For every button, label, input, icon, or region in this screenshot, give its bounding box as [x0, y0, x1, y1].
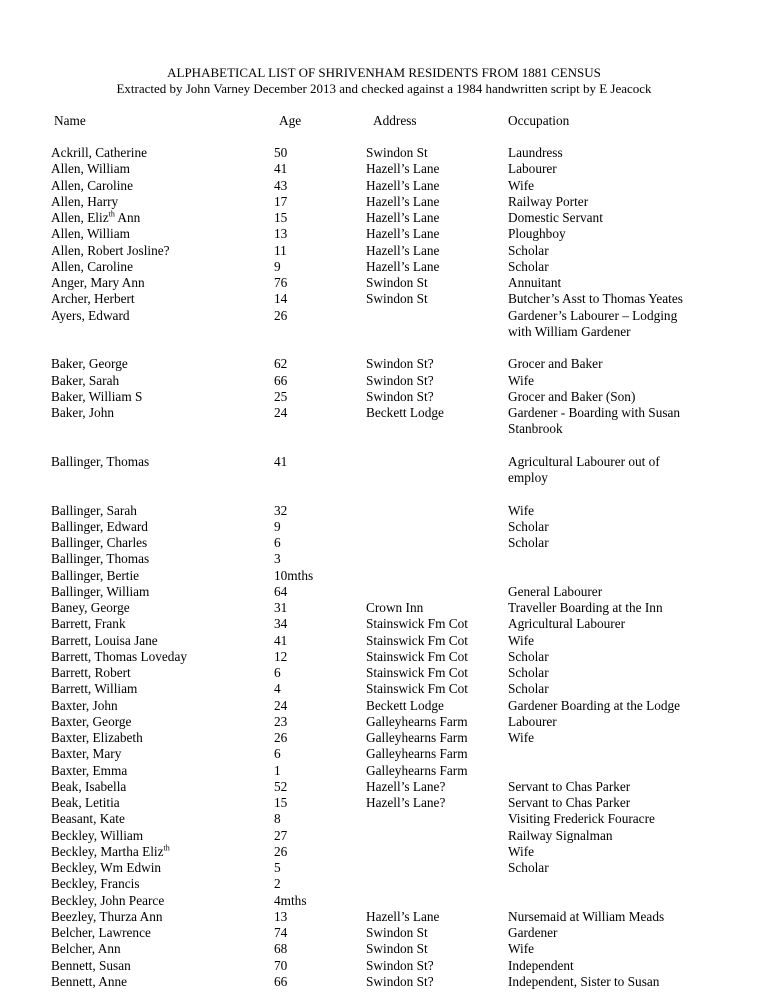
- resident-address: Galleyhearns Farm: [366, 762, 468, 778]
- resident-age: 9: [274, 518, 281, 534]
- resident-occupation: Agricultural Labourer out of: [508, 453, 660, 469]
- resident-name: [51, 551, 149, 567]
- resident-name-text: Ballinger, Sarah: [51, 502, 137, 518]
- resident-address: Stainswick Fm Cot: [366, 681, 468, 697]
- resident-address: Hazell’s Lane: [366, 161, 440, 177]
- resident-occupation: Wife: [508, 632, 535, 648]
- resident-name-text: Baker, Sarah: [51, 372, 120, 388]
- resident-name: [51, 503, 137, 519]
- resident-occupation: Scholar: [508, 535, 549, 550]
- resident-occupation: Traveller Boarding at the Inn: [508, 600, 663, 615]
- resident-occupation: Wife: [508, 843, 535, 859]
- resident-address: Hazell’s Lane: [366, 226, 440, 242]
- resident-occupation: Domestic Servant: [508, 210, 603, 225]
- document-title: ALPHABETICAL LIST OF SHRIVENHAM RESIDENTS FROM 1881 CENSUS: [167, 65, 601, 80]
- resident-name-text: Ballinger, Thomas: [51, 551, 150, 567]
- resident-age: 13: [274, 226, 288, 242]
- resident-age: 24: [274, 405, 288, 420]
- resident-name: [51, 568, 139, 584]
- resident-occupation: Railway Porter: [508, 193, 589, 209]
- resident-age: 32: [274, 502, 288, 518]
- resident-occupation: Laundress: [508, 145, 563, 160]
- resident-name-text: Allen, Robert Josline?: [51, 242, 170, 258]
- resident-address: Hazell’s Lane?: [366, 778, 446, 794]
- resident-name: [51, 616, 126, 632]
- resident-age: 17: [274, 193, 288, 209]
- resident-age: 26: [274, 843, 288, 859]
- resident-age: 4: [274, 681, 281, 697]
- resident-name: [51, 226, 130, 242]
- resident-age: 9: [274, 258, 281, 274]
- resident-name: [51, 373, 119, 389]
- resident-occupation: Butcher’s Asst to Thomas Yeates: [508, 291, 683, 307]
- resident-age: 25: [274, 388, 288, 404]
- resident-name: [51, 714, 131, 730]
- resident-name-text: Baker, John: [51, 405, 114, 420]
- column-header-occupation: Occupation: [508, 113, 570, 128]
- resident-occupation: Gardener: [508, 925, 558, 940]
- resident-name: [51, 291, 135, 307]
- resident-occupation: Railway Signalman: [508, 827, 613, 843]
- resident-age: 11: [274, 242, 287, 258]
- name-superscript: th: [163, 843, 170, 853]
- resident-name: [51, 860, 161, 876]
- resident-occupation: Servant to Chas Parker: [508, 778, 631, 794]
- resident-address: Stainswick Fm Cot: [366, 665, 468, 680]
- resident-name-text: Barrett, Frank: [51, 616, 126, 632]
- resident-age: 10mths: [274, 567, 314, 583]
- resident-name: [51, 275, 145, 291]
- resident-occupation: Wife: [508, 372, 535, 388]
- resident-age: 12: [274, 648, 288, 664]
- resident-occupation: Scholar: [508, 258, 549, 274]
- resident-occupation: Annuitant: [508, 275, 562, 290]
- resident-occupation: Servant to Chas Parker: [508, 795, 631, 810]
- resident-occupation: Labourer: [508, 161, 557, 177]
- resident-name-text: Bennett, Susan: [51, 957, 131, 973]
- resident-address: Swindon St?: [366, 356, 434, 372]
- resident-occupation: Wife: [508, 177, 535, 193]
- resident-occupation: Wife: [508, 941, 535, 957]
- resident-name-text: Baxter, Elizabeth: [51, 730, 143, 745]
- resident-name-text: Allen, William: [51, 226, 130, 242]
- resident-name-text: Ballinger, Charles: [51, 535, 148, 550]
- resident-address: Hazell’s Lane: [366, 242, 440, 258]
- resident-name-text: Baxter, John: [51, 697, 118, 713]
- resident-age: 6: [274, 746, 281, 762]
- resident-occupation: Visiting Frederick Fouracre: [508, 811, 655, 827]
- resident-name-text: Beckley, Martha Eliz: [51, 843, 164, 859]
- resident-name: [51, 746, 121, 762]
- resident-occupation: Nursemaid at William Meads: [508, 908, 665, 924]
- resident-age: 68: [274, 941, 288, 957]
- resident-name-text: Belcher, Lawrence: [51, 925, 151, 940]
- resident-address: Swindon St: [366, 145, 428, 160]
- resident-occupation: Scholar: [508, 860, 549, 875]
- resident-name: [51, 925, 151, 941]
- resident-address: Hazell’s Lane: [366, 908, 440, 924]
- resident-occupation: Labourer: [508, 713, 557, 729]
- resident-age: 70: [274, 957, 288, 973]
- resident-occupation: Gardener Boarding at the Lodge: [508, 697, 681, 713]
- resident-name-text: Ballinger, William: [51, 583, 150, 599]
- resident-occupation: Agricultural Labourer: [508, 616, 626, 632]
- resident-name: [51, 763, 127, 779]
- resident-name-text: Beckley, Francis: [51, 876, 140, 892]
- resident-occupation: Independent, Sister to Susan: [508, 973, 660, 989]
- resident-name-text: Barrett, Robert: [51, 665, 131, 680]
- resident-address: Stainswick Fm Cot: [366, 632, 468, 648]
- resident-name: [51, 600, 130, 616]
- resident-address: Hazell’s Lane: [366, 258, 440, 274]
- resident-address: Swindon St?: [366, 973, 434, 989]
- resident-name-text: Allen, Caroline: [51, 177, 133, 193]
- resident-age: 4mths: [274, 892, 307, 908]
- resident-name-text: Baker, William S: [51, 388, 143, 404]
- resident-name: [51, 876, 140, 892]
- resident-name-text: Baxter, George: [51, 713, 132, 729]
- resident-age: 1: [274, 762, 281, 778]
- resident-name: [51, 454, 149, 470]
- resident-name-text: Beckley, John Pearce: [51, 892, 165, 908]
- resident-address: Swindon St: [366, 291, 428, 307]
- resident-age: 50: [274, 145, 288, 160]
- resident-name-text: Allen, Caroline: [51, 258, 133, 274]
- resident-name-text: Allen, Eliz: [51, 210, 109, 225]
- resident-age: 27: [274, 827, 288, 843]
- resident-name: [51, 941, 121, 957]
- resident-name: [51, 828, 143, 844]
- resident-occupation: employ: [508, 470, 548, 485]
- resident-occupation: Scholar: [508, 665, 549, 680]
- resident-occupation: Grocer and Baker (Son): [508, 388, 636, 404]
- resident-occupation: Ploughboy: [508, 226, 566, 242]
- resident-name-text: Bennett, Anne: [51, 973, 128, 989]
- resident-occupation: Gardener - Boarding with Susan: [508, 405, 681, 420]
- resident-address: Galleyhearns Farm: [366, 746, 468, 762]
- resident-name-text: Baney, George: [51, 600, 130, 615]
- resident-age: 41: [274, 632, 288, 648]
- resident-address: Beckett Lodge: [366, 697, 444, 713]
- resident-name-text: Beak, Letitia: [51, 795, 120, 810]
- column-header-name: Name: [54, 113, 86, 128]
- resident-age: 66: [274, 973, 288, 989]
- resident-address: Hazell’s Lane: [366, 193, 440, 209]
- resident-name-text: Belcher, Ann: [51, 941, 121, 957]
- resident-name: [51, 795, 120, 811]
- resident-name-text: Barrett, Louisa Jane: [51, 632, 158, 648]
- resident-name-text: Beasant, Kate: [51, 811, 125, 827]
- resident-name-text: Baxter, Mary: [51, 746, 122, 762]
- resident-address: Swindon St: [366, 925, 428, 940]
- resident-address: Stainswick Fm Cot: [366, 616, 468, 632]
- resident-age: 34: [274, 616, 288, 632]
- resident-age: 41: [274, 453, 288, 469]
- resident-address: Crown Inn: [366, 600, 424, 615]
- resident-name-text: Ballinger, Edward: [51, 518, 148, 534]
- resident-name: [51, 779, 126, 795]
- resident-name: [51, 389, 142, 405]
- resident-address: Swindon St?: [366, 388, 434, 404]
- resident-name: [51, 730, 143, 746]
- resident-name: [51, 259, 133, 275]
- resident-occupation: Wife: [508, 502, 535, 518]
- resident-address: Swindon St?: [366, 957, 434, 973]
- resident-name-text: Beckley, Wm Edwin: [51, 860, 162, 875]
- resident-name: [51, 681, 137, 697]
- resident-address: Stainswick Fm Cot: [366, 648, 468, 664]
- resident-name-text: Barrett, Thomas Loveday: [51, 648, 188, 664]
- resident-name: [51, 958, 131, 974]
- resident-name-text: Allen, Harry: [51, 193, 119, 209]
- resident-age: 15: [274, 210, 288, 225]
- resident-name: [51, 308, 130, 324]
- resident-address: Hazell’s Lane: [366, 210, 440, 225]
- resident-name: [51, 161, 130, 177]
- resident-occupation: Independent: [508, 957, 574, 973]
- resident-occupation: Stanbrook: [508, 421, 563, 437]
- resident-name: [51, 519, 148, 535]
- resident-name: [51, 893, 164, 909]
- resident-name: [51, 584, 149, 600]
- resident-age: 64: [274, 583, 288, 599]
- resident-name: [51, 633, 158, 649]
- resident-age: 41: [274, 161, 288, 177]
- resident-address: Galleyhearns Farm: [366, 730, 468, 745]
- resident-name-text: Ackrill, Catherine: [51, 145, 147, 160]
- resident-name: [51, 974, 127, 990]
- resident-occupation: Grocer and Baker: [508, 356, 603, 372]
- resident-name-text: Anger, Mary Ann: [51, 275, 145, 290]
- resident-name: [51, 405, 114, 421]
- resident-occupation: Scholar: [508, 648, 549, 664]
- resident-name-text: Baker, George: [51, 356, 128, 372]
- resident-name: [51, 356, 128, 372]
- document-subtitle: Extracted by John Varney December 2013 and checked against a 1984 handwritten script by E Jeacock: [116, 81, 652, 96]
- resident-address: Swindon St?: [366, 372, 434, 388]
- resident-name-text: Ballinger, Bertie: [51, 567, 140, 583]
- resident-name: [51, 178, 133, 194]
- resident-age: 14: [274, 291, 288, 307]
- resident-name: [51, 535, 147, 551]
- resident-age: 76: [274, 275, 288, 290]
- resident-address: Beckett Lodge: [366, 405, 444, 420]
- resident-occupation: General Labourer: [508, 583, 603, 599]
- resident-occupation: Scholar: [508, 242, 549, 258]
- resident-age: 43: [274, 177, 288, 193]
- resident-age: 26: [274, 730, 288, 745]
- resident-occupation: Wife: [508, 730, 535, 745]
- resident-name: [51, 665, 131, 681]
- resident-age: 13: [274, 908, 288, 924]
- resident-age: 74: [274, 925, 288, 940]
- name-superscript: th: [108, 209, 115, 219]
- resident-occupation: Scholar: [508, 681, 549, 697]
- resident-name: [51, 649, 187, 665]
- resident-name-text: Ayers, Edward: [51, 307, 130, 323]
- resident-name-text: Beckley, William: [51, 827, 144, 843]
- resident-age: 5: [274, 860, 281, 875]
- resident-occupation: Gardener’s Labourer – Lodging: [508, 307, 678, 323]
- resident-age: 2: [274, 876, 281, 892]
- resident-occupation: with William Gardener: [508, 323, 631, 339]
- column-header-age: Age: [279, 113, 302, 128]
- resident-age: 6: [274, 535, 281, 550]
- resident-age: 15: [274, 795, 288, 810]
- resident-age: 31: [274, 600, 288, 615]
- resident-name-text: Archer, Herbert: [51, 291, 135, 307]
- resident-age: 6: [274, 665, 281, 680]
- resident-name: [51, 194, 118, 210]
- resident-occupation: Scholar: [508, 518, 549, 534]
- resident-name: [51, 698, 118, 714]
- resident-age: 3: [274, 551, 281, 567]
- resident-name-text: Barrett, William: [51, 681, 138, 697]
- resident-age: 66: [274, 372, 288, 388]
- resident-address: Hazell’s Lane?: [366, 795, 446, 810]
- resident-address: Galleyhearns Farm: [366, 713, 468, 729]
- resident-name: [51, 844, 170, 860]
- resident-address: Swindon St: [366, 275, 428, 290]
- resident-name: [51, 811, 125, 827]
- resident-name: [51, 210, 140, 226]
- resident-age: 52: [274, 778, 288, 794]
- column-header-address: Address: [373, 113, 417, 128]
- resident-name-text: Baxter, Emma: [51, 762, 128, 778]
- name-suffix: Ann: [114, 210, 141, 225]
- resident-name: [51, 909, 163, 925]
- resident-age: 62: [274, 356, 288, 372]
- resident-name-text: Beak, Isabella: [51, 778, 127, 794]
- resident-name-text: Beezley, Thurza Ann: [51, 908, 163, 924]
- resident-age: 26: [274, 307, 288, 323]
- resident-name-text: Ballinger, Thomas: [51, 453, 150, 469]
- resident-address: Hazell’s Lane: [366, 177, 440, 193]
- resident-name-text: Allen, William: [51, 161, 130, 177]
- resident-age: 24: [274, 697, 288, 713]
- resident-address: Swindon St: [366, 941, 428, 957]
- resident-name: [51, 243, 170, 259]
- resident-age: 8: [274, 811, 281, 827]
- resident-age: 23: [274, 713, 288, 729]
- resident-name: [51, 145, 147, 161]
